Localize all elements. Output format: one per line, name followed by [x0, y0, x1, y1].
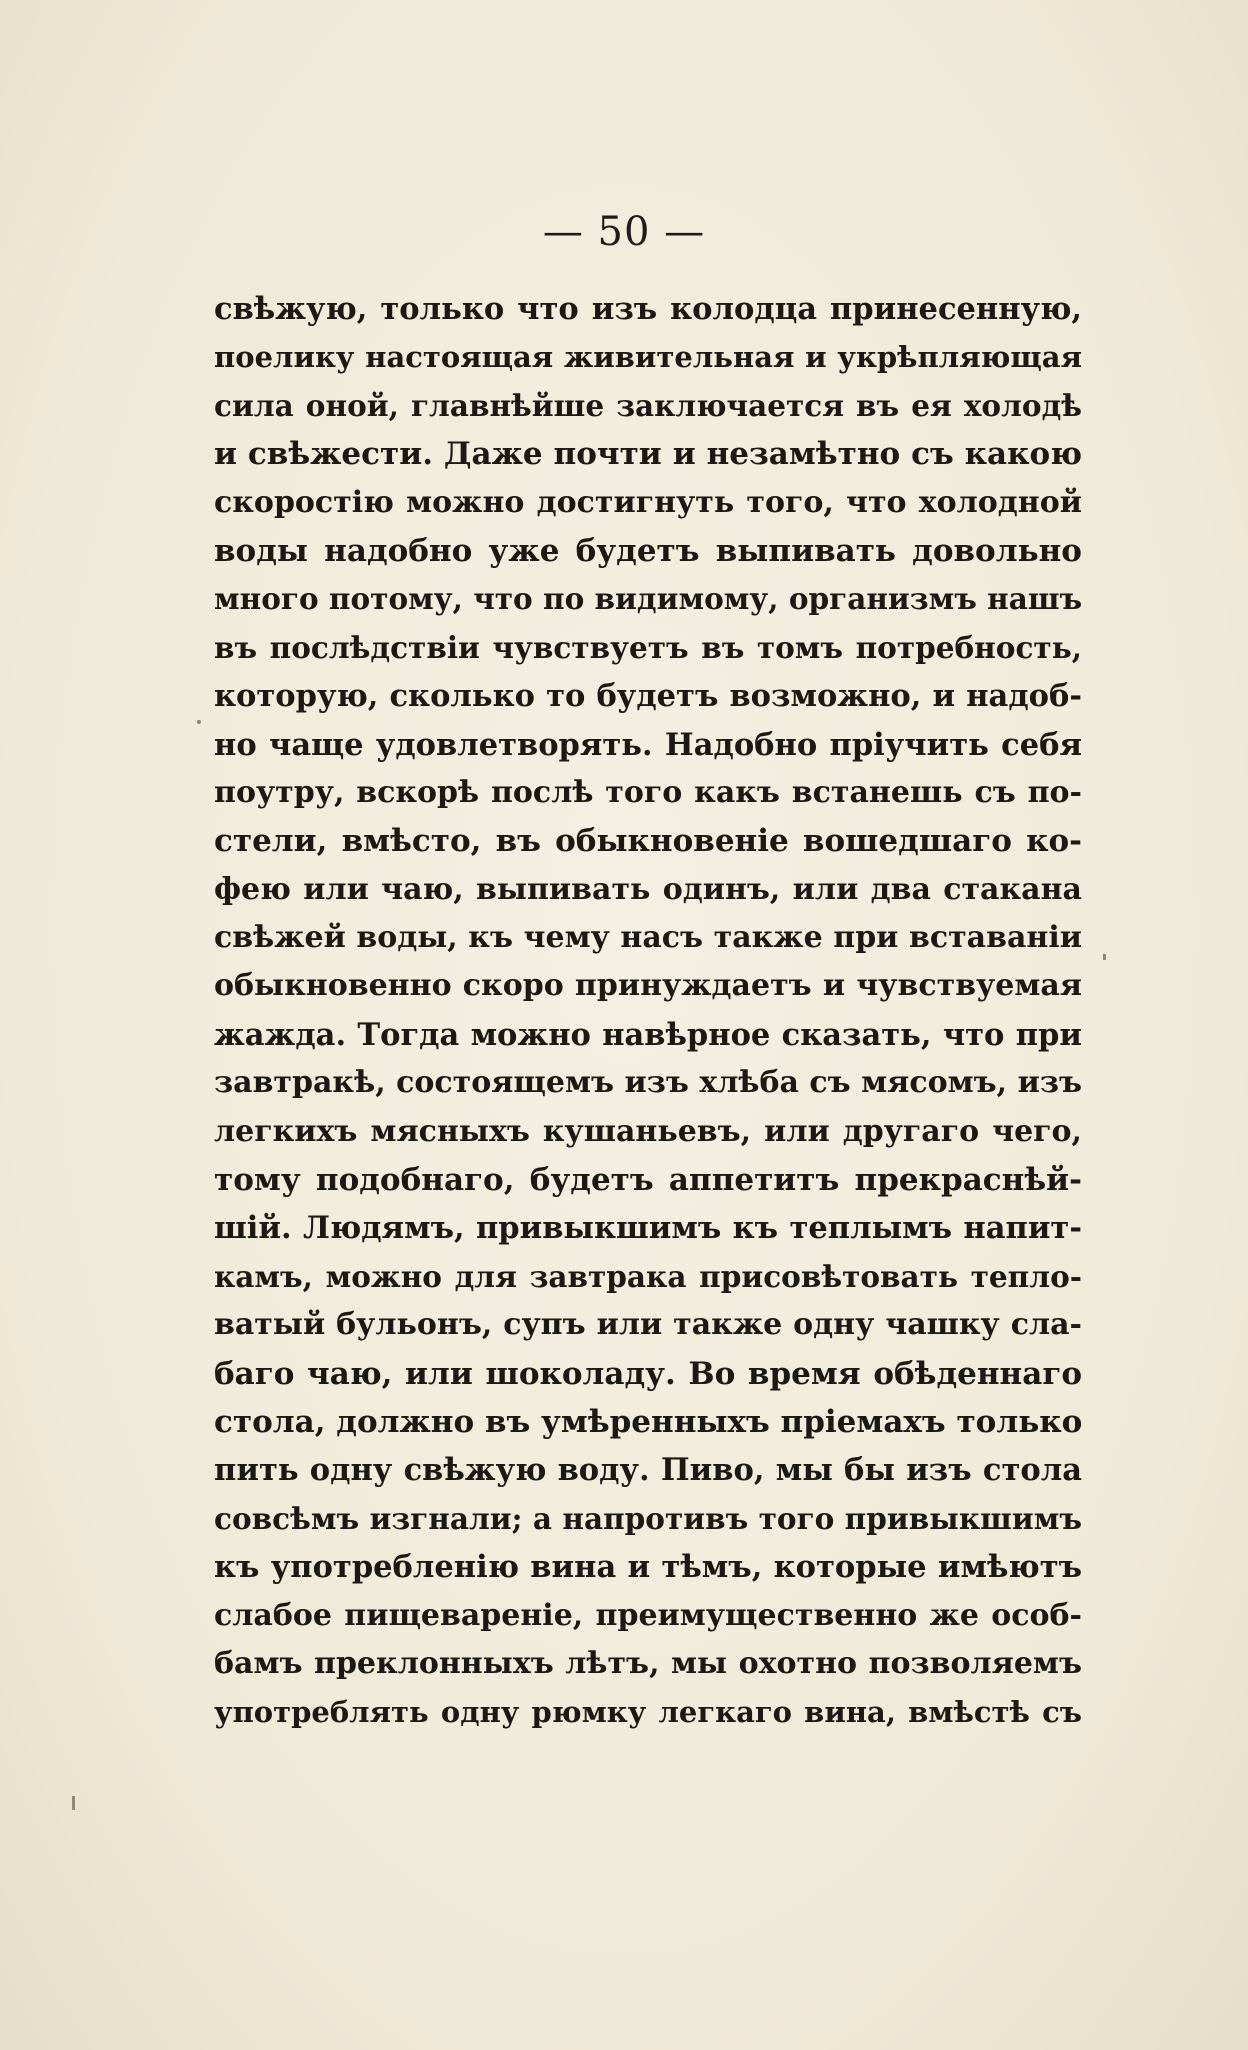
paper-speck: [197, 720, 201, 724]
text-line: бамъ преклонныхъ лѣтъ, мы охотно позволяемъ: [214, 1645, 1082, 1681]
text-line: много потому, что по видимому, организмъ нашъ: [214, 581, 1083, 617]
text-line: баго чаю, или шоколаду. Во время обѣденнаго: [214, 1355, 1082, 1392]
paper-speck: [1103, 954, 1106, 960]
text-line: ватый бульонъ, супъ или также одну чашку сла-: [214, 1307, 1082, 1343]
text-line: стели, вмѣсто, въ обыкновеніе вошедшаго ко-: [214, 823, 1082, 860]
text-line: жажда. Тогда можно навѣрное сказать, что при: [214, 1016, 1082, 1053]
text-line: воды надобно уже будетъ выпивать довольно: [214, 532, 1082, 569]
text-line: фею или чаю, выпивать одинъ, или два стакана: [214, 871, 1082, 907]
text-line: камъ, можно для завтрака присовѣтовать тепло-: [214, 1258, 1082, 1294]
paper-speck: [72, 1796, 75, 1810]
text-line: тому подобнаго, будетъ аппетитъ прекраснѣй-: [214, 1162, 1082, 1199]
text-line: свѣжую, только что изъ колодца принесенную,: [214, 291, 1082, 327]
text-line: совсѣмъ изгнали; а напротивъ того привыкшимъ: [214, 1500, 1082, 1536]
text-line: скоростію можно достигнуть того, что холодной: [214, 484, 1082, 520]
text-line: употреблять одну рюмку легкаго вина, вмѣстѣ съ: [214, 1695, 1082, 1730]
text-line: легкихъ мясныхъ кушаньевъ, или другаго чего,: [214, 1113, 1082, 1149]
text-line: слабое пищевареніе, преимущественно же особ-: [214, 1597, 1082, 1633]
text-line: поелику настоящая живительная и укрѣпляющая: [214, 340, 1082, 375]
text-line: завтракѣ, состоящемъ изъ хлѣба съ мясомъ, изъ: [214, 1065, 1082, 1101]
page-number: — 50 —: [542, 209, 706, 255]
text-line: но чаще удовлетворять. Надобно пріучить себя: [214, 726, 1082, 763]
text-line: свѣжей воды, къ чему насъ также при вставаніи: [214, 920, 1082, 956]
text-line: и свѣжести. Даже почти и незамѣтно съ какою: [214, 436, 1082, 473]
text-line: къ употребленію вина и тѣмъ, которые имѣютъ: [214, 1549, 1082, 1586]
body-text: [214, 285, 1082, 1737]
text-line: сила оной, главнѣйше заключается въ ея холодѣ: [214, 387, 1082, 423]
text-line: шій. Людямъ, привыкшимъ къ теплымъ напит-: [214, 1210, 1082, 1247]
text-line: поутру, вскорѣ послѣ того какъ встанешь съ по-: [214, 774, 1082, 810]
text-line: которую, сколько то будетъ возможно, и надоб-: [214, 678, 1082, 715]
text-line: пить одну свѣжую воду. Пиво, мы бы изъ стола: [214, 1452, 1082, 1489]
text-line: обыкновенно скоро принуждаетъ и чувствуемая: [214, 968, 1082, 1004]
text-line: стола, должно въ умѣренныхъ пріемахъ только: [214, 1403, 1083, 1440]
text-line: въ послѣдствіи чувствуетъ въ томъ потребность,: [214, 629, 1082, 665]
